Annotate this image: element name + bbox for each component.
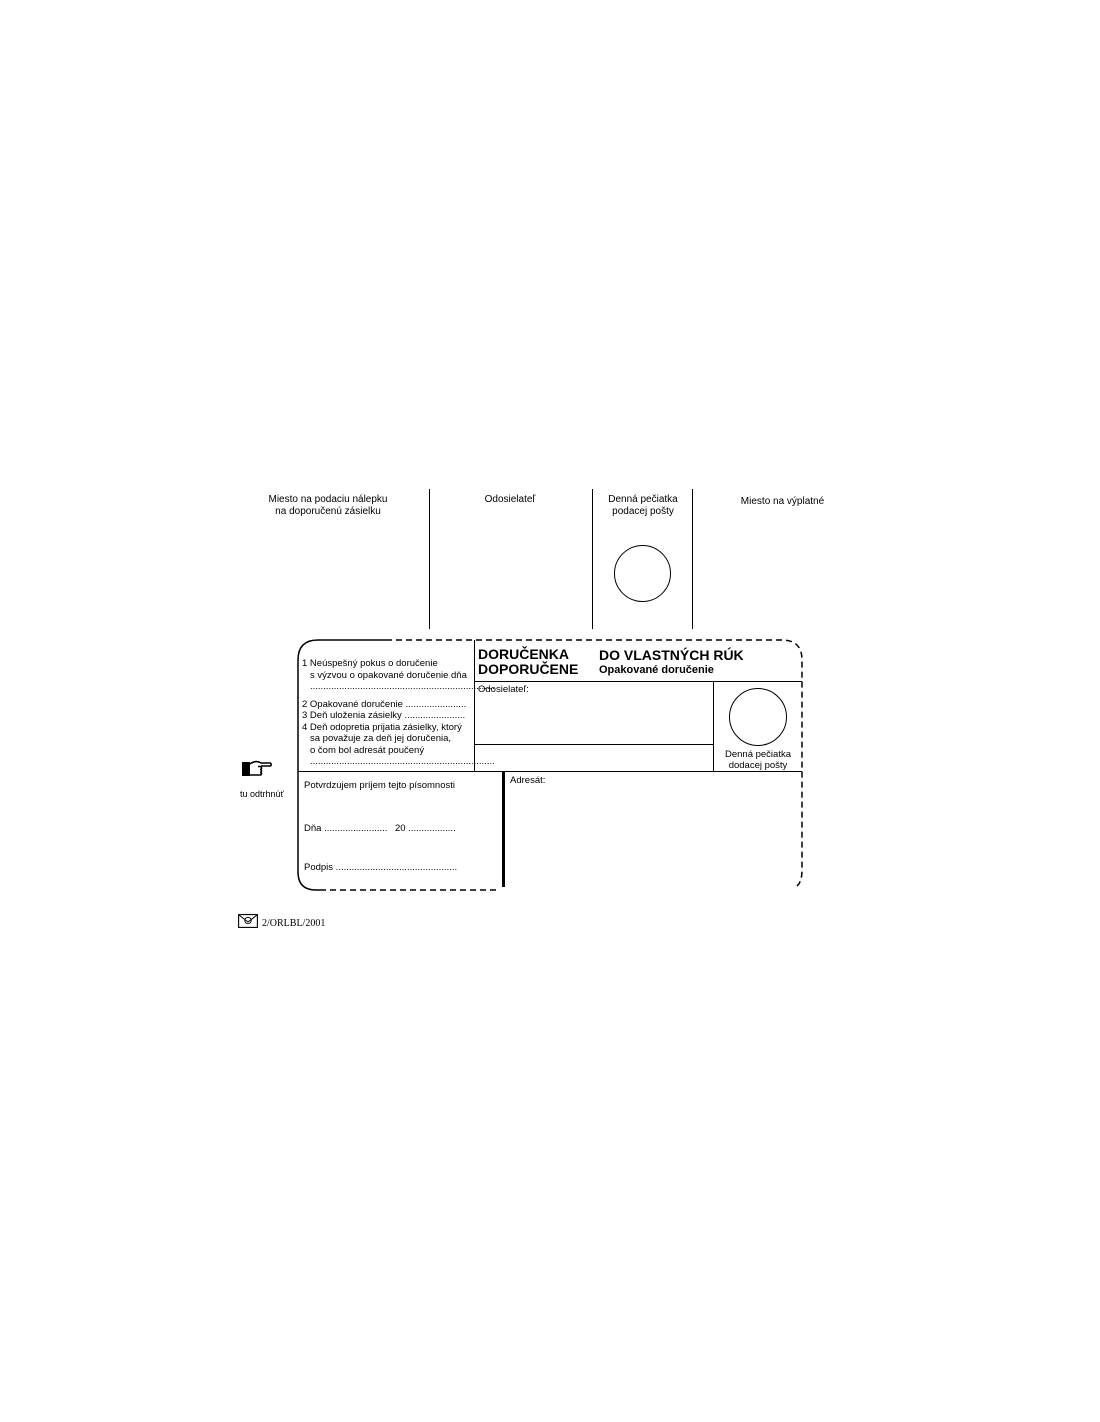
confirm-text: Potvrdzujem príjem tejto písomnosti — [304, 780, 456, 791]
divider — [298, 771, 802, 772]
delivery-stamp-circle — [729, 688, 787, 746]
divider — [713, 681, 714, 771]
post-office-stamp-label: Denná pečiatka podacej pošty — [608, 494, 678, 517]
attempts-list: 1 Neúspešný pokus o doručenie s výzvou o opakované doručenie dňa ...................................................................... 2 Opakované doručenie ....................... 3 Deň uloženia zásielky ....................... 4 Deň odopretia prijatia zásielky, ktorý sa považuje za deň jej doručenia, o čom bol adresát poučený ...................................................................... — [302, 658, 495, 767]
year-field: 20 .................. — [395, 823, 456, 834]
sender-field-label: Odosielateľ: — [478, 684, 529, 695]
divider — [474, 681, 802, 682]
form-code: 2/ORLBL/2001 — [262, 918, 326, 929]
divider — [474, 640, 475, 771]
card-subtitle: DO VLASTNÝCH RÚK Opakované doručenie — [599, 647, 744, 676]
postage-place-label: Miesto na výplatné — [740, 496, 825, 507]
divider — [474, 744, 713, 745]
date-field: Dňa ........................ — [304, 823, 388, 834]
sticker-place-label: Miesto na podaciu nálepku na doporučenú zásielku — [268, 494, 388, 517]
tear-label: tu odtrhnúť — [240, 789, 284, 799]
sender-label-top: Odosielateľ — [484, 494, 536, 505]
delivery-stamp-label: Denná pečiatka dodacej pošty — [724, 749, 792, 771]
divider — [502, 771, 505, 887]
signature-field: Podpis .............................................. — [304, 862, 458, 873]
postal-logo-icon — [238, 914, 258, 928]
addressee-label: Adresát: — [510, 775, 546, 786]
card-title: DORUČENKA DOPORUČENE — [478, 646, 579, 677]
